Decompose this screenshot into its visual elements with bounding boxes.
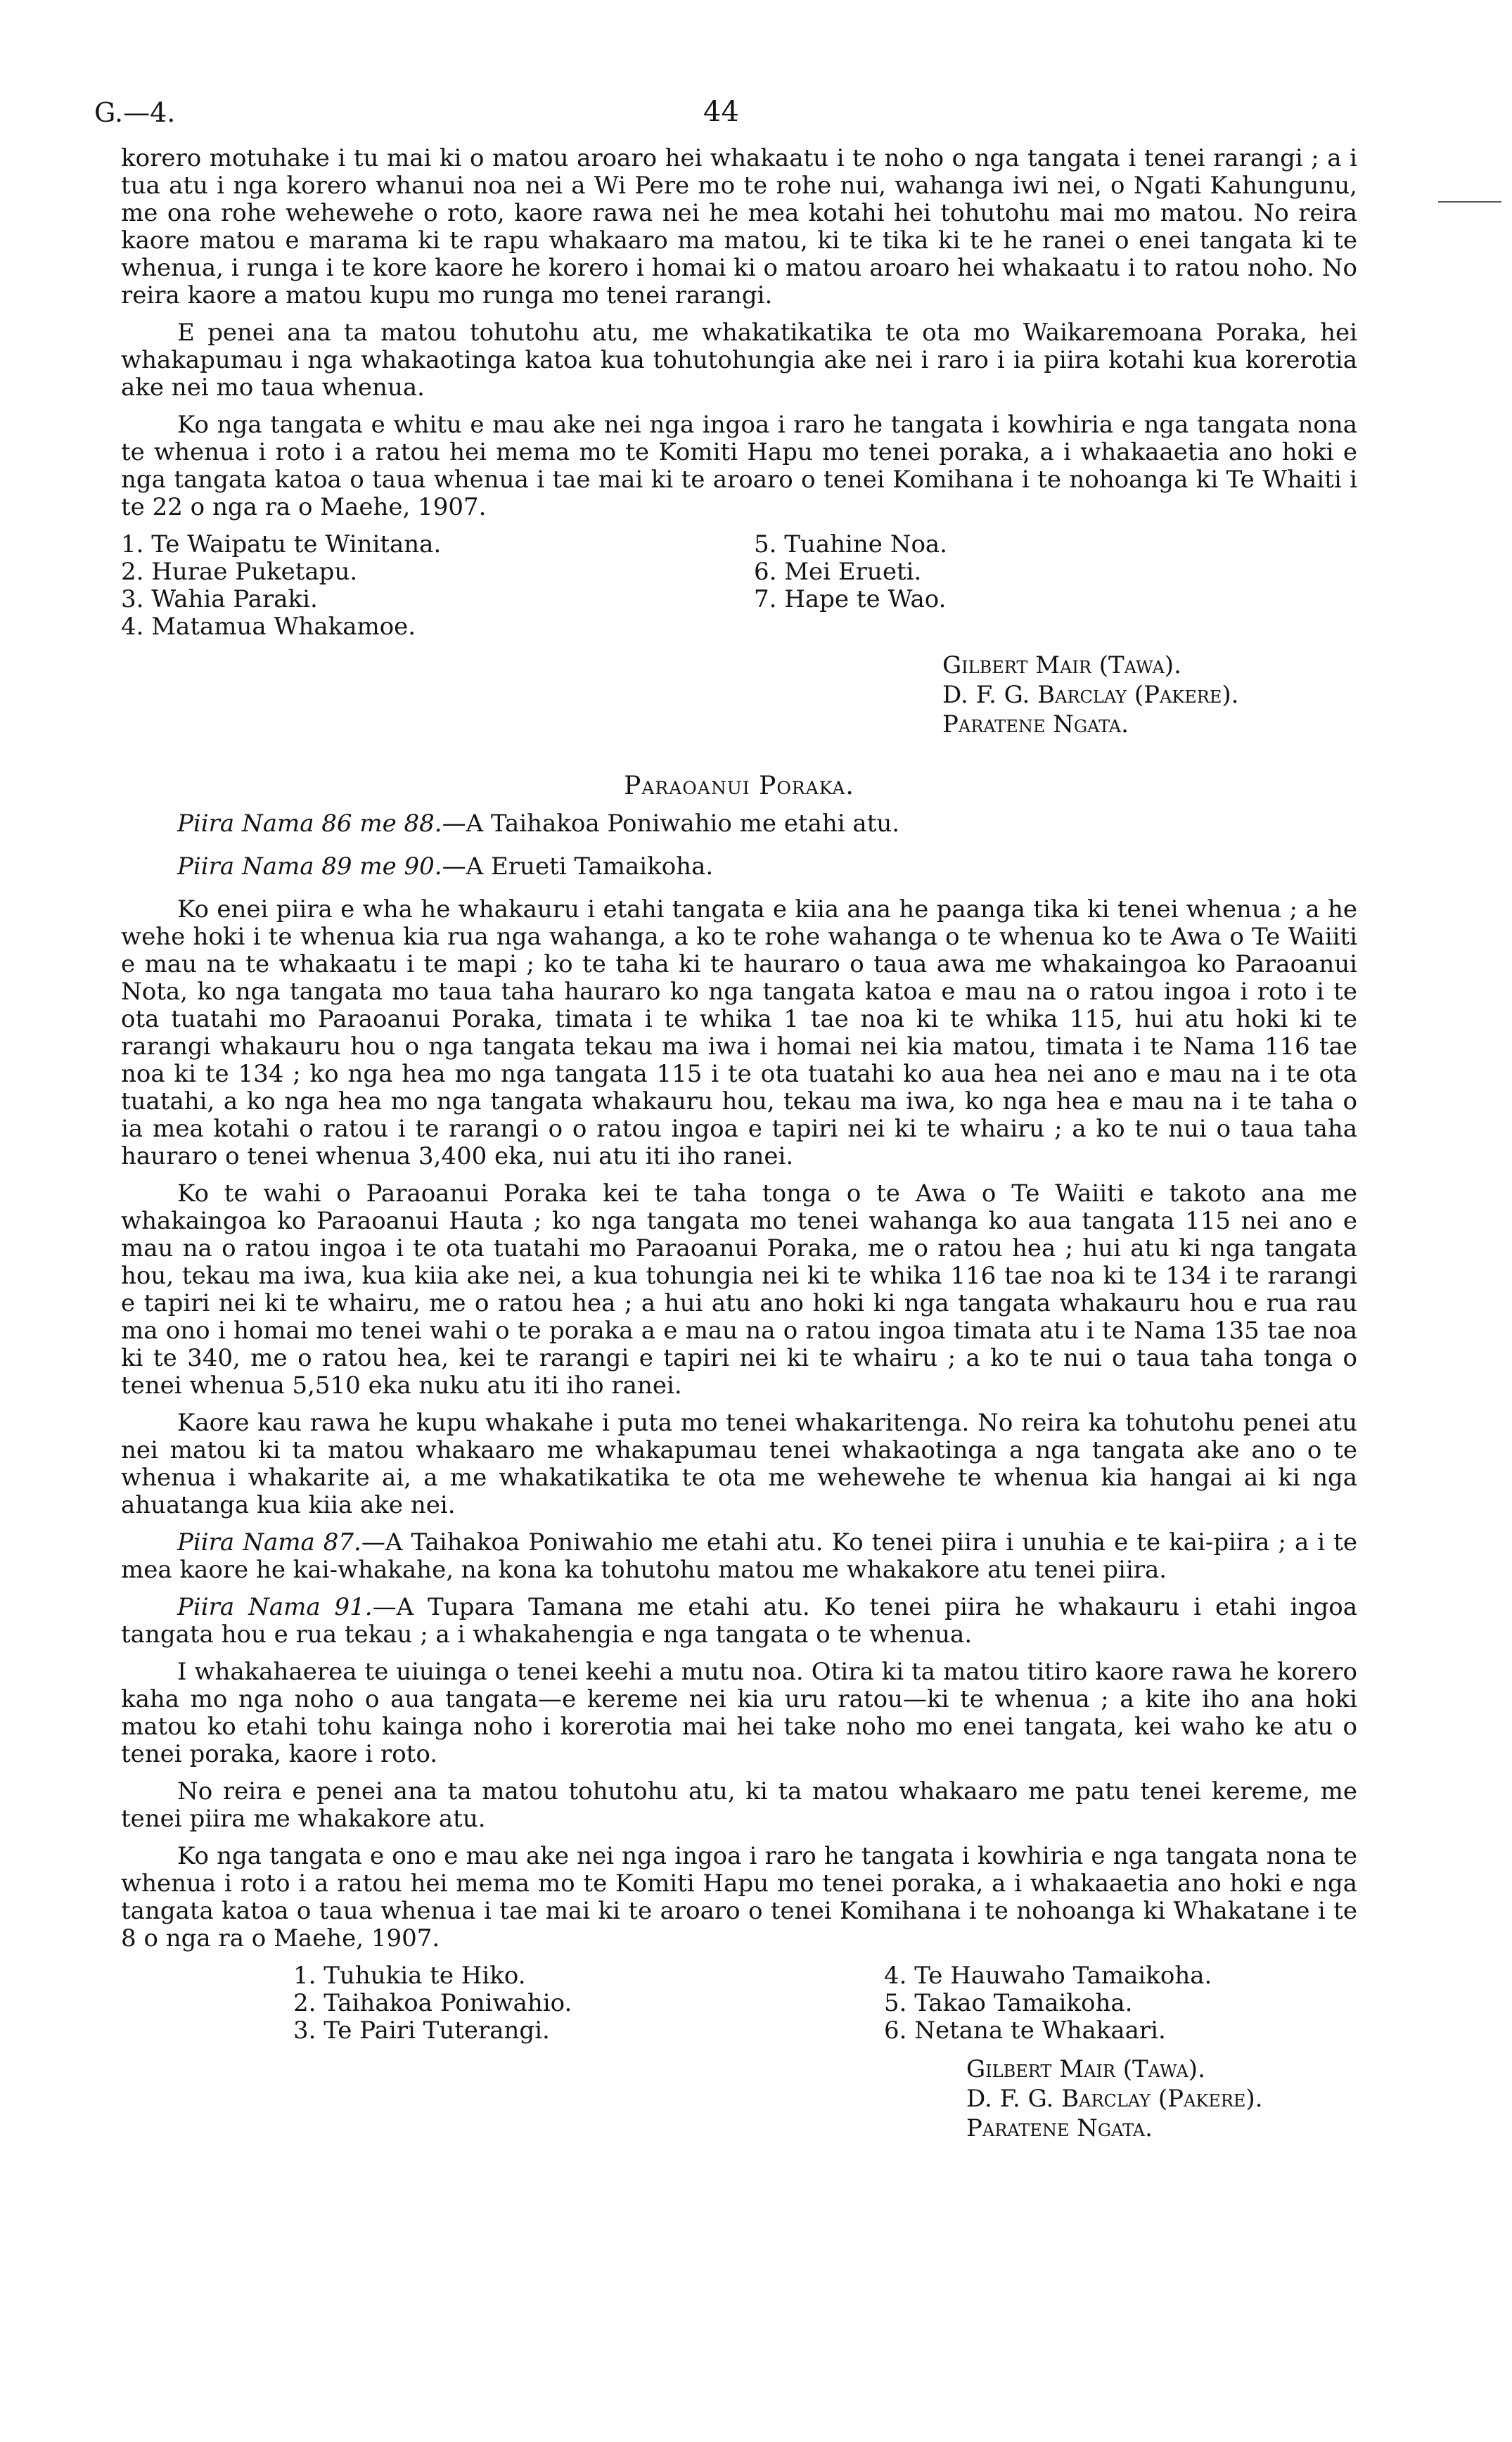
section-title: Paraoanui Poraka. — [624, 772, 854, 800]
committee-list-2 — [121, 1962, 1357, 2045]
paragraph: No reira e penei ana ta matou tohutohu atu, ki ta matou whakaaro me patu tenei kereme, me tenei piira me whakakore atu. — [121, 1777, 1357, 1833]
committee-member: 2. Hurae Puketapu. — [121, 558, 358, 586]
committee-member: 3. Te Pairi Tuterangi. — [293, 2016, 550, 2045]
paragraph: E penei ana ta matou tohutohu atu, me whakatikatika te ota mo Waikaremoana Poraka, hei whakapumau i nga whakaotinga katoa kua tohutohungia ake nei i raro i ia piira kotahi kua korerotia ake nei mo taua whenua. — [121, 319, 1357, 402]
signatory: Paratene Ngata. — [966, 2114, 1153, 2142]
committee-member: 1. Te Waipatu te Winitana. — [121, 530, 442, 558]
committee-member: 2. Taihakoa Poniwahio. — [293, 1989, 572, 2017]
appeal-label: Piira Nama 89 me 90. — [177, 852, 442, 881]
paragraph: Kaore kau rawa he kupu whakahe i puta mo tenei whakaritenga. No reira ka tohutohu penei atu nei matou ki ta matou whakaaro me whakapumau tenei whakaotinga a nga tangata ake ano o te whenua i whakarite ai, a me whakatikatika te ota me wehewehe te whenua kia hangai ai ki nga ahuatanga kua kiia ake nei. — [121, 1409, 1357, 1519]
appeal-text: —A Taihakoa Poniwahio me etahi atu. Ko tenei piira i unuhia e te kai-piira ; a i te mea kaore he kai-whakahe, na kona ka tohutohu matou me whakakore atu tenei piira. — [121, 1528, 1357, 1584]
signatory: Gilbert Mair (Tawa). — [966, 2055, 1205, 2083]
paragraph: I whakahaerea te uiuinga o tenei keehi a mutu noa. Otira ki ta matou titiro kaore rawa he korero kaha mo nga noho o aua tangata—e kereme nei kia uru ratou—ki te whenua ; a kite iho ana hoki matou ko etahi tohu kainga noho i korerotia mai hei take noho mo enei tangata, kei waho ke atu o tenei poraka, kaore i roto. — [121, 1658, 1357, 1768]
signatory: D. F. G. Barclay (Pakere). — [966, 2085, 1263, 2113]
committee-member: 4. Te Hauwaho Tamaikoha. — [884, 1962, 1212, 1990]
appeal-label: Piira Nama 86 me 88. — [177, 810, 442, 838]
committee-list-1 — [121, 531, 1357, 641]
signatory: Gilbert Mair (Tawa). — [942, 651, 1181, 679]
appeal-heading — [177, 853, 1357, 881]
appeal-paragraph — [121, 1594, 1357, 1649]
appeal-text: —A Erueti Tamaikoha. — [442, 852, 714, 881]
committee-member: 3. Wahia Paraki. — [121, 585, 318, 613]
signature-block-2 — [966, 2054, 1357, 2143]
signatory: D. F. G. Barclay (Pakere). — [942, 681, 1239, 709]
committee-member: 1. Tuhukia te Hiko. — [293, 1962, 526, 1990]
appeal-text: —A Tupara Tamana me etahi atu. Ko tenei piira he whakauru i etahi ingoa tangata hou e rua tekau ; a i whakahengia e nga tangata o te whenua. — [121, 1593, 1357, 1649]
appeal-label: Piira Nama 91. — [177, 1593, 373, 1621]
committee-member: 5. Tuahine Noa. — [754, 530, 947, 558]
appeal-heading — [177, 810, 1357, 838]
paragraph: Ko nga tangata e whitu e mau ake nei nga ingoa i raro he tangata i kowhiria e nga tangata nona te whenua i roto i a ratou hei mema mo te Komiti Hapu mo tenei poraka, a i whakaaetia ano hoki e nga tangata katoa o taua whenua i tae mai ki te aroaro o tenei Komihana i te nohoanga ki Te Whaiti i te 22 o nga ra o Maehe, 1907. — [121, 411, 1357, 521]
paragraph: Ko te wahi o Paraoanui Poraka kei te taha tonga o te Awa o Te Waiiti e takoto ana me whakaingoa ko Paraoanui Hauta ; ko nga tangata mo tenei wahanga ko aua tangata 115 nei ano e mau na o ratou ingoa i te ota tuatahi mo Paraoanui Poraka, me o ratou hea ; hui atu ki nga tangata hou, tekau ma iwa, kua kiia ake nei, a kua tohungia nei ki te whika 116 tae noa ki te 134 i te rarangi e tapiri nei ki te whairu, me o ratou hea ; a hui atu ano hoki ki nga tangata whakauru hou e rua rau ma ono i homai mo tenei wahi o te poraka a e mau na o ratou ingoa timata atu i te Nama 135 tae noa ki te 340, me o ratou hea, kei te rarangi e tapiri nei ki te whairu ; a ko te nui o taua taha tonga o tenei whenua 5,510 eka nuku atu iti iho ranei. — [121, 1180, 1357, 1400]
appeal-label: Piira Nama 87. — [177, 1528, 361, 1556]
paragraph: Ko enei piira e wha he whakauru i etahi tangata e kiia ana he paanga tika ki tenei whenua ; a he wehe hoki i te whenua kia rua nga wahanga, a ko te rohe wahanga o te whenua ko te Awa o Te Waiiti e mau na te whakaatu i te mapi ; ko te taha ki te hauraro o taua awa me whakaingoa ko Paraoanui Nota, ko nga tangata mo taua taha hauraro ko nga tangata katoa e mau na o ratou ingoa i roto i te ota tuatahi mo Paraoanui Poraka, timata i te whika 1 tae noa ki te whika 115, hui atu hoki ki te rarangi whakauru hou o nga tangata tekau ma iwa i homai nei kia matou, timata i te Nama 116 tae noa ki te 134 ; ko nga hea mo nga tangata 115 i te ota tuatahi ko aua hea nei ano e mau na i te ota tuatahi, a ko nga hea mo nga tangata whakauru hou, tekau ma iwa, ko nga hea e mau na i te taha o ia mea kotahi o ratou i te rarangi o o ratou ingoa e tapiri nei ki te whairu ; a ko te nui o taua taha hauraro o tenei whenua 3,400 eka, nui atu iti iho ranei. — [121, 895, 1357, 1170]
committee-member: 6. Netana te Whakaari. — [884, 2016, 1166, 2045]
paragraph: Ko nga tangata e ono e mau ake nei nga ingoa i raro he tangata i kowhiria e nga tangata nona te whenua i roto i a ratou hei mema mo te Komiti Hapu mo tenei poraka, a i whakaaetia ano hoki e nga tangata katoa o taua whenua i tae mai ki te aroaro o tenei Komihana i te nohoanga ki Whakatane i te 8 o nga ra o Maehe, 1907. — [121, 1842, 1357, 1952]
report-reference: G.—4. — [94, 97, 176, 128]
paragraph: korero motuhake i tu mai ki o matou aroaro hei whakaatu i te noho o nga tangata i tenei rarangi ; a i tua atu i nga korero whanui noa nei a Wi Pere mo te rohe nui, wahanga iwi nei, o Ngati Kahungunu, me ona rohe wehewehe o roto, kaore rawa nei he mea kotahi hei tohutohu mai mo matou. No reira kaore matou e marama ki te rapu whakaaro ma matou, ki te tika ki te he ranei o enei tangata ki te whenua, i runga i te kore kaore he korero i homai ki o matou aroaro hei whakaatu i to ratou noho. No reira kaore a matou kupu mo runga mo tenei rarangi. — [121, 144, 1357, 309]
signature-block-1 — [942, 651, 1357, 739]
committee-member: 7. Hape te Wao. — [754, 585, 947, 613]
committee-member: 5. Takao Tamaikoha. — [884, 1989, 1133, 2017]
page-body — [121, 145, 1357, 2143]
page-number: 44 — [703, 96, 739, 128]
committee-member: 4. Matamua Whakamoe. — [121, 613, 416, 641]
committee-member: 6. Mei Erueti. — [754, 558, 922, 586]
appeal-paragraph — [121, 1529, 1357, 1584]
signatory: Paratene Ngata. — [942, 710, 1129, 739]
margin-mark — [1438, 201, 1501, 203]
appeal-text: —A Taihakoa Poniwahio me etahi atu. — [442, 810, 900, 838]
